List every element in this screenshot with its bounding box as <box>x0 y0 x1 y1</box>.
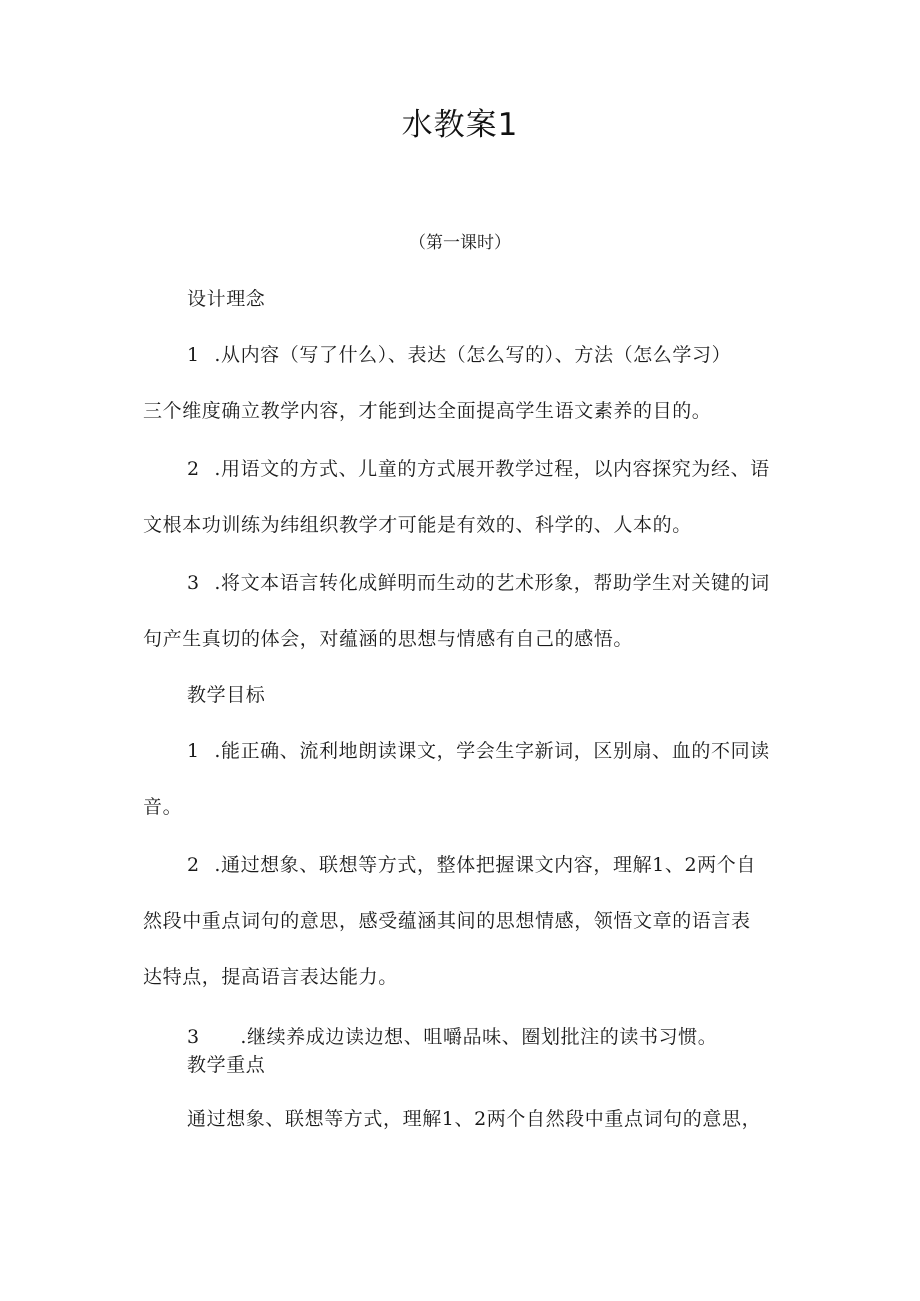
design-concept-item-2-continued: 文根本功训练为纬组织教学才可能是有效的、科学的、人本的。 <box>143 514 692 536</box>
item-number: 2 <box>187 854 200 876</box>
design-concept-item-3-continued: 句产生真切的体会，对蕴涵的思想与情感有自己的感悟。 <box>143 628 634 650</box>
section-heading-design-concept: 设计理念 <box>187 288 266 310</box>
teaching-goal-item-2-continued: 然段中重点词句的意思，感受蕴涵其间的思想情感，领悟文章的语言表 <box>143 910 751 932</box>
item-number: 2 <box>187 458 200 480</box>
document-title: 水教案1 <box>401 107 519 143</box>
item-text: .用语文的方式、儿童的方式展开教学过程，以内容探究为经、语 <box>214 458 770 480</box>
item-number: 3 <box>187 1026 200 1048</box>
design-concept-item-1 <box>187 343 731 367</box>
teaching-goal-item-3 <box>187 1025 717 1049</box>
item-text: .继续养成边读边想、咀嚼品味、圈划批注的读书习惯。 <box>240 1026 718 1048</box>
item-text: .能正确、流利地朗读课文，学会生字新词，区别扇、血的不同读 <box>214 740 770 762</box>
item-number: 1 <box>187 344 200 366</box>
design-concept-item-3 <box>187 571 770 595</box>
teaching-goal-item-1 <box>187 739 770 763</box>
teaching-goal-item-2 <box>187 853 756 877</box>
document-subtitle: （第一课时） <box>409 233 511 253</box>
teaching-goal-item-2-continued-2: 达特点，提高语言表达能力。 <box>143 966 398 988</box>
item-number: 3 <box>187 572 200 594</box>
teaching-goal-item-1-continued: 音。 <box>143 796 183 818</box>
section-heading-teaching-focus: 教学重点 <box>187 1054 266 1076</box>
item-number: 1 <box>187 740 200 762</box>
item-text: .将文本语言转化成鲜明而生动的艺术形象，帮助学生对关键的词 <box>214 572 770 594</box>
design-concept-item-2 <box>187 457 770 481</box>
design-concept-item-1-continued: 三个维度确立教学内容，才能到达全面提高学生语文素养的目的。 <box>143 400 712 422</box>
section-heading-teaching-goals: 教学目标 <box>187 684 266 706</box>
teaching-focus-text: 通过想象、联想等方式，理解1、2两个自然段中重点词句的意思， <box>187 1108 762 1130</box>
item-text: .通过想象、联想等方式，整体把握课文内容，理解1、2两个自 <box>214 854 756 876</box>
item-text: .从内容（写了什么）、表达（怎么写的）、方法（怎么学习） <box>214 344 732 366</box>
